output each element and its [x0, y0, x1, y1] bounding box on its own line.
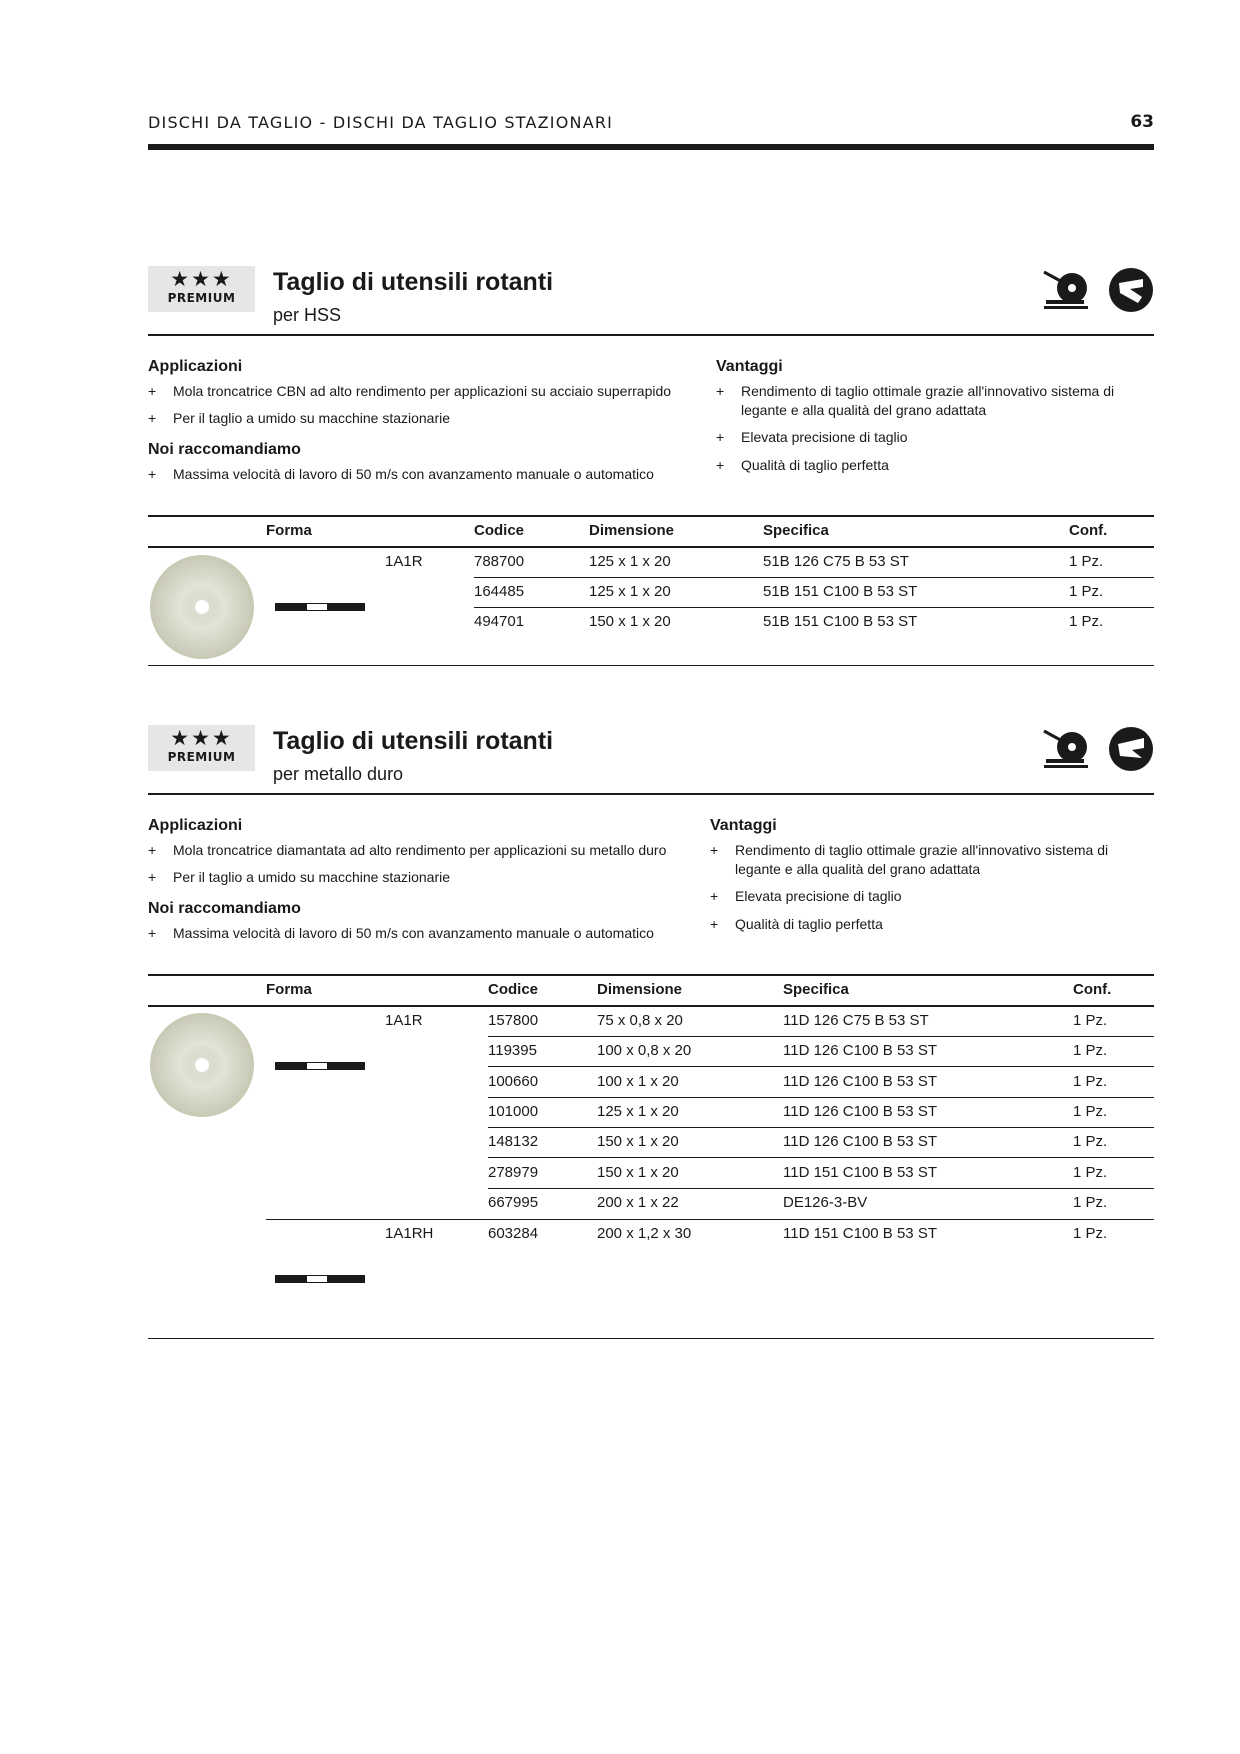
specifica-cell: 51B 126 C75 B 53 ST [763, 553, 909, 570]
specifica-cell: 11D 126 C75 B 53 ST [783, 1012, 929, 1029]
row-divider [488, 1188, 1154, 1189]
col-header-forma: Forma [266, 522, 312, 539]
applicazioni-item: + Mola troncatrice CBN ad alto rendimento per applicazioni su acciaio superrapido [148, 383, 672, 399]
dimensione-cell: 200 x 1 x 22 [597, 1193, 679, 1211]
specifica-cell: 11D 151 C100 B 53 ST [783, 1163, 937, 1181]
conf-cell: 1 Pz. [1069, 613, 1104, 630]
dimensione-cell: 200 x 1,2 x 30 [597, 1225, 692, 1242]
codice-cell: 667995 [488, 1193, 539, 1211]
forma-code: 1A1RH [385, 1225, 434, 1242]
table-bottom-rule [148, 1338, 1154, 1339]
codice-cell: 100660 [488, 1072, 539, 1090]
vantaggi-item: + Rendimento di taglio ottimale grazie all'innovativo sistema di legante e alla qualità del grano adattata [716, 383, 1115, 418]
premium-badge [148, 266, 255, 312]
conf-cell: 1 Pz. [1073, 1133, 1108, 1151]
conf-cell: 1 Pz. [1073, 1072, 1108, 1090]
dimensione-cell: 150 x 1 x 20 [597, 1163, 679, 1181]
product-subtitle: per metallo duro [273, 764, 404, 784]
section-rule [148, 793, 1154, 795]
codice-cell: 788700 [474, 553, 525, 570]
codice-cell: 603284 [488, 1225, 539, 1242]
row-divider [488, 1157, 1154, 1158]
material-carbide-icon [1108, 726, 1154, 772]
codice-cell: 164485 [474, 583, 525, 600]
applicazioni-item: + Per il taglio a umido su macchine stazionarie [148, 410, 451, 426]
col-header-dimensione: Dimensione [597, 981, 683, 998]
conf-cell: 1 Pz. [1073, 1225, 1108, 1242]
col-header-forma: Forma [266, 981, 312, 998]
applicazioni-item: + Mola troncatrice diamantata ad alto rendimento per applicazioni su metallo duro [148, 842, 667, 858]
dimensione-cell: 150 x 1 x 20 [589, 613, 671, 630]
vantaggi-heading: Vantaggi [710, 817, 777, 834]
conf-cell: 1 Pz. [1073, 1102, 1108, 1120]
specifica-cell: 11D 151 C100 B 53 ST [783, 1225, 937, 1242]
table-header-rule [148, 546, 1154, 548]
forma-code: 1A1R [385, 1012, 423, 1029]
applicazioni-item: + Per il taglio a umido su macchine stazionarie [148, 869, 451, 885]
codice-cell: 494701 [474, 613, 525, 630]
disc-profile-icon [275, 603, 365, 611]
row-divider [474, 577, 1154, 578]
raccomandiamo-heading: Noi raccomandiamo [148, 441, 301, 458]
conf-cell: 1 Pz. [1069, 583, 1104, 600]
cut-off-machine-icon [1040, 727, 1090, 771]
vantaggi-item: + Qualità di taglio perfetta [716, 457, 889, 473]
page-number: 63 [1130, 112, 1154, 132]
header-rule [148, 144, 1154, 150]
disc-profile-icon [275, 1275, 365, 1283]
dimensione-cell: 125 x 1 x 20 [589, 553, 671, 570]
dimensione-cell: 100 x 1 x 20 [597, 1072, 679, 1090]
product-subtitle: per HSS [273, 305, 342, 325]
raccomandiamo-heading: Noi raccomandiamo [148, 900, 301, 917]
table-top-rule [148, 515, 1154, 517]
conf-cell: 1 Pz. [1073, 1193, 1108, 1211]
col-header-specifica: Specifica [763, 522, 829, 539]
col-header-dimensione: Dimensione [589, 522, 675, 539]
raccomandiamo-item: + Massima velocità di lavoro di 50 m/s con avanzamento manuale o automatico [148, 466, 654, 482]
cutting-disc-image [150, 1013, 254, 1117]
specifica-cell: 11D 126 C100 B 53 ST [783, 1102, 937, 1120]
dimensione-cell: 125 x 1 x 20 [597, 1102, 679, 1120]
raccomandiamo-item: + Massima velocità di lavoro di 50 m/s con avanzamento manuale o automatico [148, 925, 654, 941]
dimensione-cell: 125 x 1 x 20 [589, 583, 671, 600]
product-title: Taglio di utensili rotanti [273, 727, 554, 755]
codice-cell: 101000 [488, 1102, 539, 1120]
vantaggi-item: + Qualità di taglio perfetta [710, 916, 883, 932]
badge-label: PREMIUM [167, 750, 236, 764]
applicazioni-heading: Applicazioni [148, 358, 243, 375]
row-divider [488, 1066, 1154, 1067]
badge-label: PREMIUM [167, 291, 236, 305]
vantaggi-item: + Rendimento di taglio ottimale grazie all'innovativo sistema di legante e alla qualità del grano adattata [710, 842, 1109, 877]
specifica-cell: DE126-3-BV [783, 1193, 868, 1211]
table-bottom-rule [148, 665, 1154, 666]
conf-cell: 1 Pz. [1073, 1042, 1108, 1060]
row-divider [474, 607, 1154, 608]
premium-badge [148, 725, 255, 771]
table-top-rule [148, 974, 1154, 976]
cut-off-machine-icon [1040, 268, 1090, 312]
conf-cell: 1 Pz. [1069, 553, 1104, 570]
col-header-codice: Codice [474, 522, 525, 539]
codice-cell: 157800 [488, 1012, 539, 1029]
codice-cell: 278979 [488, 1163, 539, 1181]
conf-cell: 1 Pz. [1073, 1012, 1108, 1029]
specifica-cell: 51B 151 C100 B 53 ST [763, 613, 918, 630]
specifica-cell: 11D 126 C100 B 53 ST [783, 1072, 937, 1090]
cutting-disc-image [150, 555, 254, 659]
table-header-rule [148, 1005, 1154, 1007]
vantaggi-heading: Vantaggi [716, 358, 783, 375]
disc-profile-icon [275, 1062, 365, 1070]
material-hss-icon [1108, 267, 1154, 313]
section-rule [148, 334, 1154, 336]
applicazioni-heading: Applicazioni [148, 817, 243, 834]
running-header: DISCHI DA TAGLIO - DISCHI DA TAGLIO STAZIONARI [148, 113, 614, 132]
specifica-cell: 11D 126 C100 B 53 ST [783, 1133, 937, 1151]
specifica-cell: 11D 126 C100 B 53 ST [783, 1042, 937, 1060]
vantaggi-item: + Elevata precisione di taglio [716, 429, 908, 445]
stars-icon: ★★★ [170, 268, 233, 291]
forma-code: 1A1R [385, 553, 423, 570]
row-divider [488, 1127, 1154, 1128]
group-divider [266, 1219, 1154, 1220]
specifica-cell: 51B 151 C100 B 53 ST [763, 583, 918, 600]
codice-cell: 148132 [488, 1133, 539, 1151]
row-divider [488, 1097, 1154, 1098]
col-header-specifica: Specifica [783, 981, 849, 998]
vantaggi-item: + Elevata precisione di taglio [710, 888, 902, 904]
row-divider [488, 1036, 1154, 1037]
codice-cell: 119395 [488, 1042, 537, 1060]
col-header-conf: Conf. [1069, 522, 1108, 539]
stars-icon: ★★★ [170, 727, 233, 750]
col-header-codice: Codice [488, 981, 539, 998]
col-header-conf: Conf. [1073, 981, 1112, 998]
dimensione-cell: 100 x 0,8 x 20 [597, 1042, 692, 1060]
dimensione-cell: 150 x 1 x 20 [597, 1133, 679, 1151]
product-title: Taglio di utensili rotanti [273, 268, 554, 296]
conf-cell: 1 Pz. [1073, 1163, 1108, 1181]
dimensione-cell: 75 x 0,8 x 20 [597, 1012, 683, 1029]
